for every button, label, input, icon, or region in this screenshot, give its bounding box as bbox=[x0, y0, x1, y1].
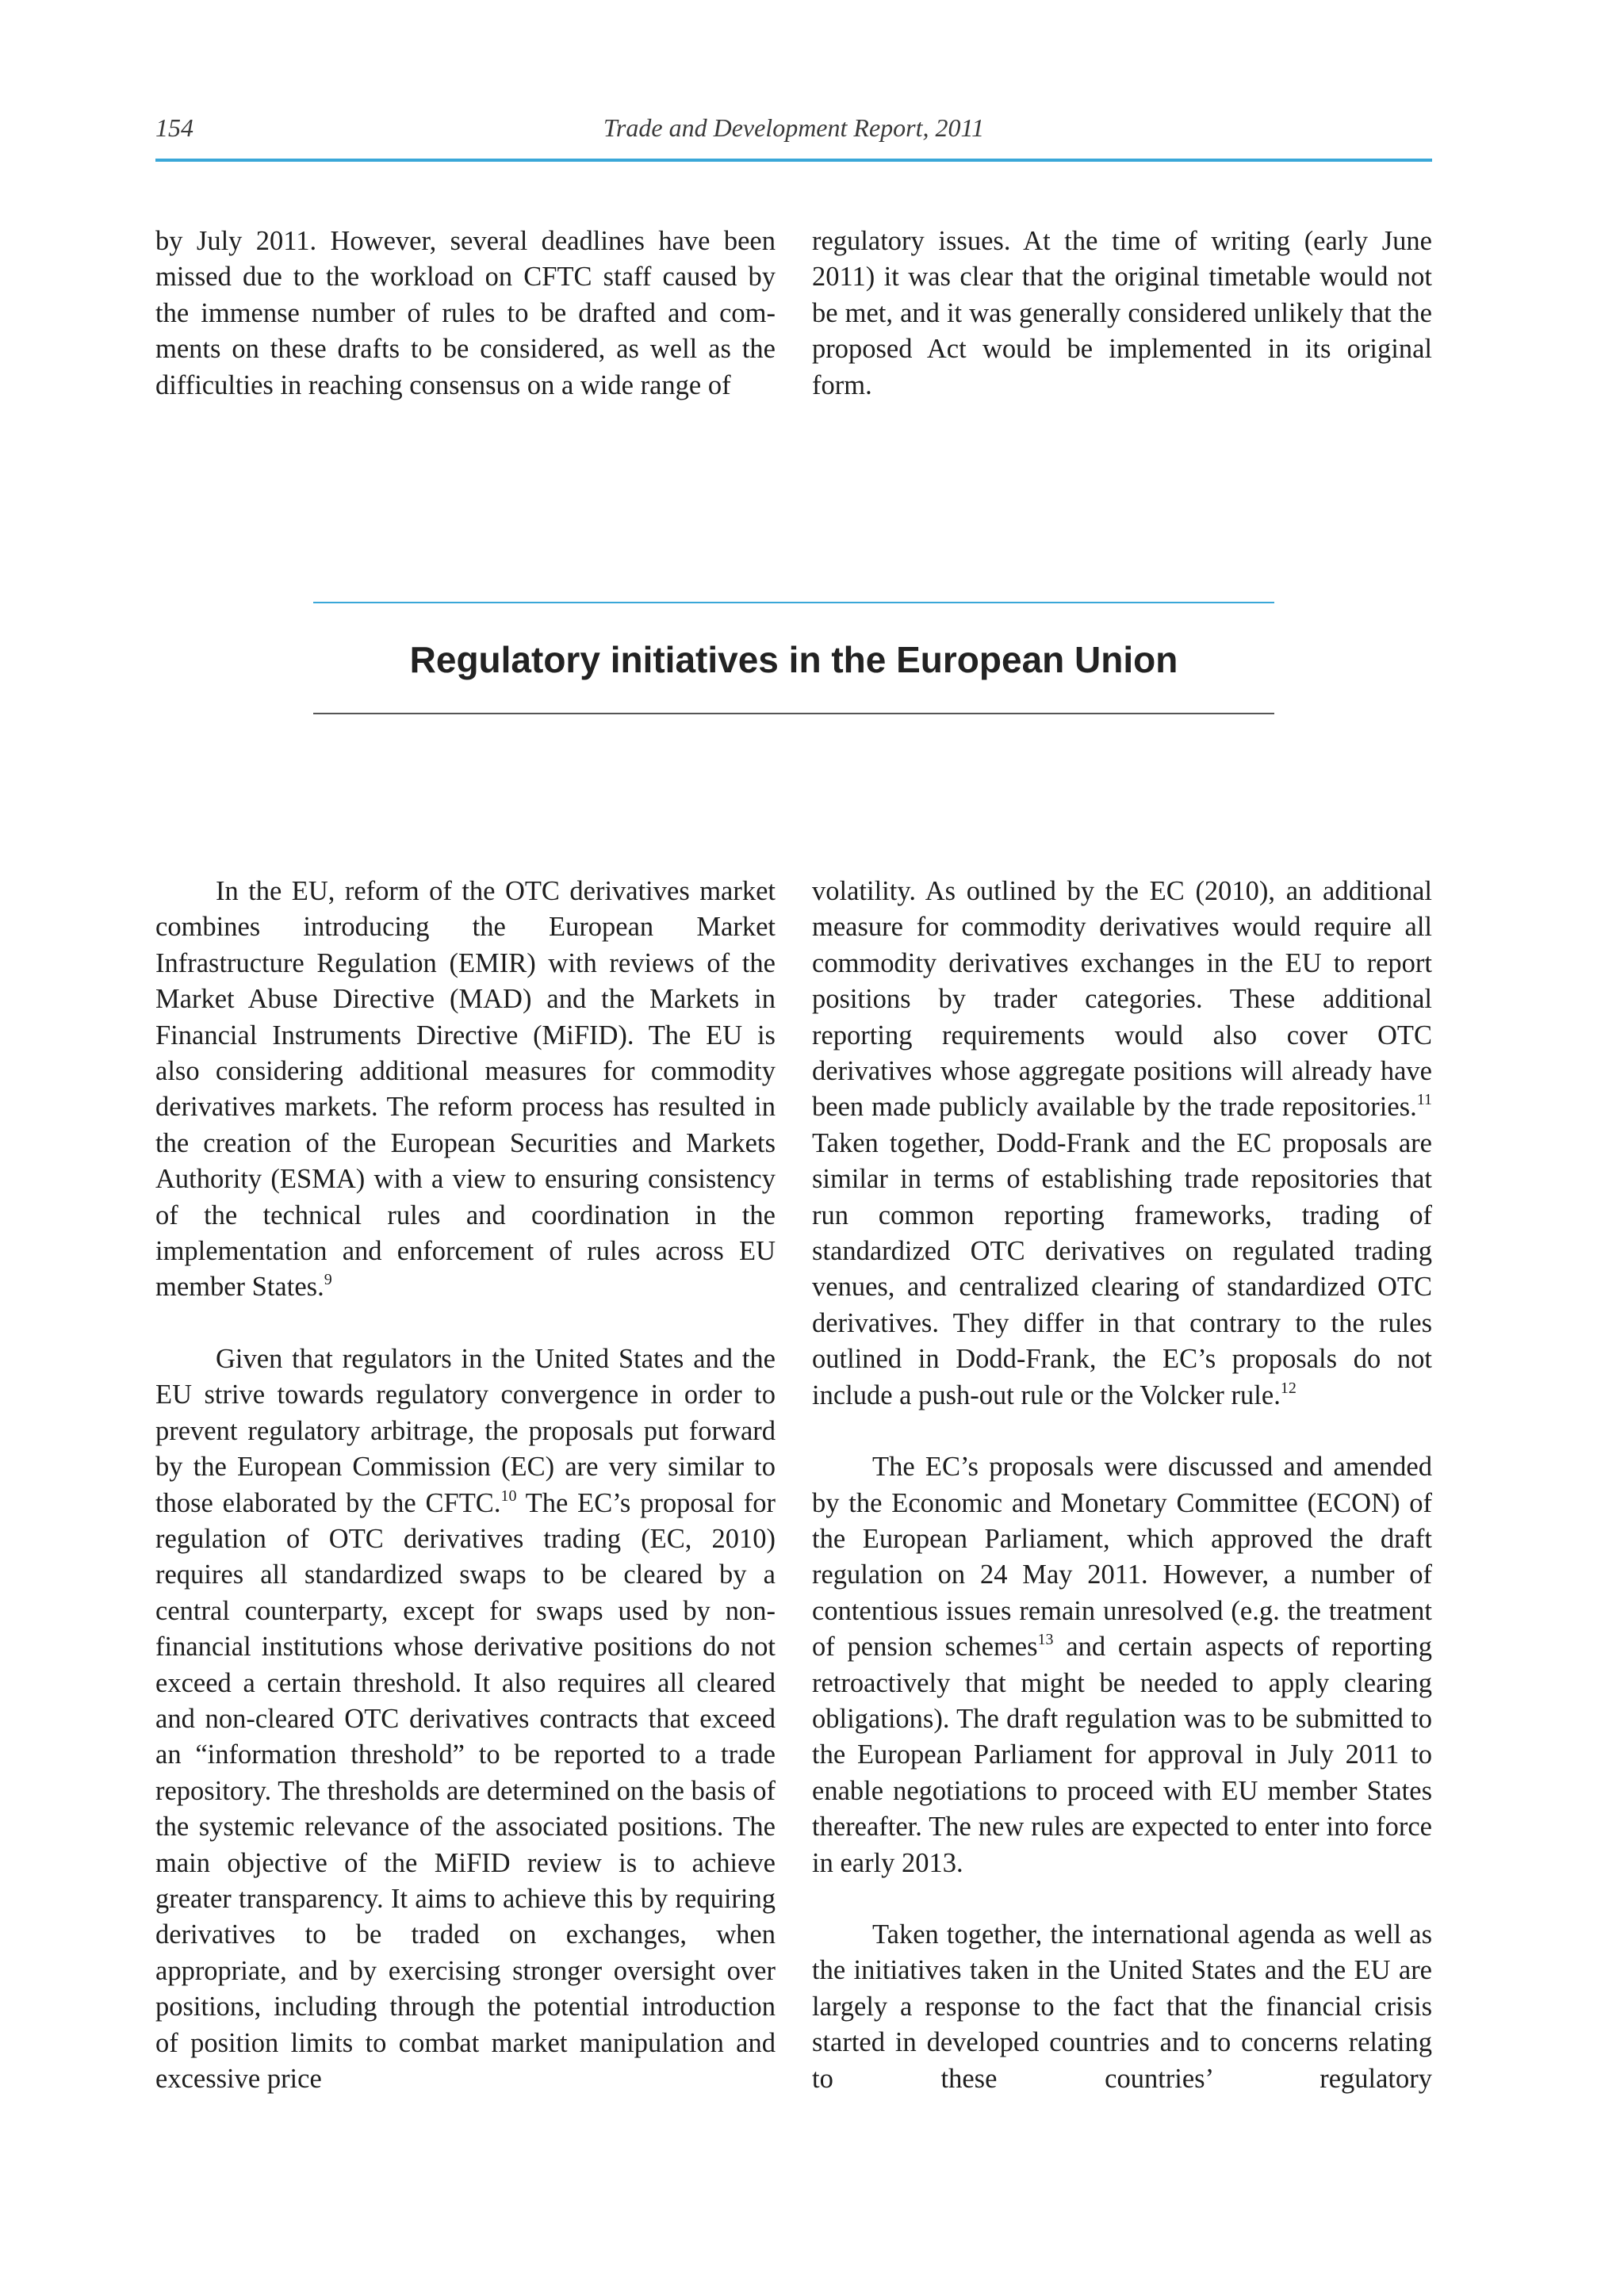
paragraph-text: Given that regulators in the United States and the EU strive towards regulatory convergence in order to prevent regulatory arbitrage, the proposals put forward by the European Commission (EC) are very similar to those elaborated by the CFTC. bbox=[155, 1343, 776, 1518]
paragraph: Taken together, the international agenda as well as the initiatives taken in the United States and the EU are largely a response to the fact that the financial crisis started in developed countries and to concerns relating to these countries’ regulatory bbox=[812, 1919, 1432, 2094]
body-left-column bbox=[155, 874, 776, 2097]
top-left-paragraph: by July 2011. However, several deadlines have been missed due to the workload on CFTC staff caused by the immense number of rules to be drafted and comments on these drafts to be considered, as well as the difficulties in reaching consensus on a wide range of bbox=[155, 226, 776, 400]
footnote-marker: 9 bbox=[324, 1271, 332, 1289]
paragraph bbox=[812, 874, 1432, 1414]
paragraph-text: The EC’s proposals were discussed and amended by the Economic and Monetary Committee (ECON) of the European Parliament, which approved the draft regulation on 24 May 2011. However, a number of contentious issues remain unresolved (e.g. the treatment of pension schemes bbox=[812, 1452, 1432, 1663]
paragraph bbox=[155, 1341, 776, 2098]
top-left-column bbox=[155, 224, 776, 404]
report-title: Trade and Development Report, 2011 bbox=[603, 113, 985, 142]
section-rule-top bbox=[313, 602, 1274, 603]
top-right-paragraph: regulatory issues. At the time of writing (early June 2011) it was clear that the original timetable would not be met, and it was generally considered unlikely that the proposed Act would be implemented in its original form. bbox=[812, 226, 1432, 400]
footnote-marker: 10 bbox=[500, 1487, 517, 1505]
footnote-marker: 12 bbox=[1280, 1379, 1297, 1397]
paragraph bbox=[812, 1449, 1432, 1881]
paragraph-text: volatility. As outlined by the EC (2010), an additional measure for commodity derivatives would require all commodity derivatives exchanges in the EU to report positions by trader categories. These additional reporting requirements would also cover OTC derivatives whose aggregate positions will already have been made publicly available by the trade repositories. bbox=[812, 876, 1432, 1123]
page-number: 154 bbox=[155, 113, 193, 142]
top-right-column bbox=[812, 224, 1432, 404]
section-title: Regulatory initiatives in the European Union bbox=[409, 639, 1178, 680]
paragraph bbox=[155, 874, 776, 1306]
paragraph-text: The EC’s proposal for regulation of OTC derivatives trading (EC, 2010) requires all standardized swaps to be cleared by a central counterparty, except for swaps used by non-financial institutions whose derivative positions do not exceed a certain threshold. It also requires all cleared and non-cleared OTC derivatives contracts that exceed an “information threshold” to be reported to a trade repository. The thresholds are determined on the basis of the systemic relevance of the associated positions. The main objective of the MiFID review is to achieve greater transparency. It aims to achieve this by requiring derivatives to be traded on exchanges, when appropriate, and by exercising stronger oversight over positions, including through the potential introduction of position limits to combat market manipulation and excessive price bbox=[155, 1487, 776, 2094]
running-header bbox=[155, 113, 1432, 153]
footnote-marker: 11 bbox=[1416, 1091, 1432, 1109]
section-rule-bottom bbox=[313, 713, 1274, 714]
paragraph-text: Taken together, Dodd-Frank and the EC proposals are similar in terms of establishing trade repositories that run common reporting frameworks, trading of standardized OTC derivatives on regulated trading venues, and centralized clearing of standardized OTC derivatives. They differ in that contrary to the rules outlined in Dodd-Frank, the EC’s proposals do not include a push-out rule or the Volcker rule. bbox=[812, 1127, 1432, 1410]
body-right-column bbox=[812, 874, 1432, 2097]
paragraph-text: In the EU, reform of the OTC derivatives market combines introducing the European Market Infrastructure Regulation (EMIR) with reviews of the Market Abuse Directive (MAD) and the Markets in Financial Instruments Directive (MiFID). The EU is also considering additional measures for commodity derivatives markets. The reform process has resulted in the creation of the European Securities and Markets Authority (ESMA) with a view to ensuring consistency of the technical rules and coordination in the implementation and enforcement of rules across EU member States. bbox=[155, 876, 776, 1303]
footnote-marker: 13 bbox=[1037, 1631, 1054, 1649]
paragraph-text: and certain aspects of reporting retroactively that might be needed to apply clearing obligations). The draft regulation was to be submitted to the European Parliament for approval in July 2011 to enable negotiations to proceed with EU member States thereafter. The new rules are expected to enter into force in early 2013. bbox=[812, 1632, 1432, 1878]
header-rule bbox=[155, 159, 1432, 162]
